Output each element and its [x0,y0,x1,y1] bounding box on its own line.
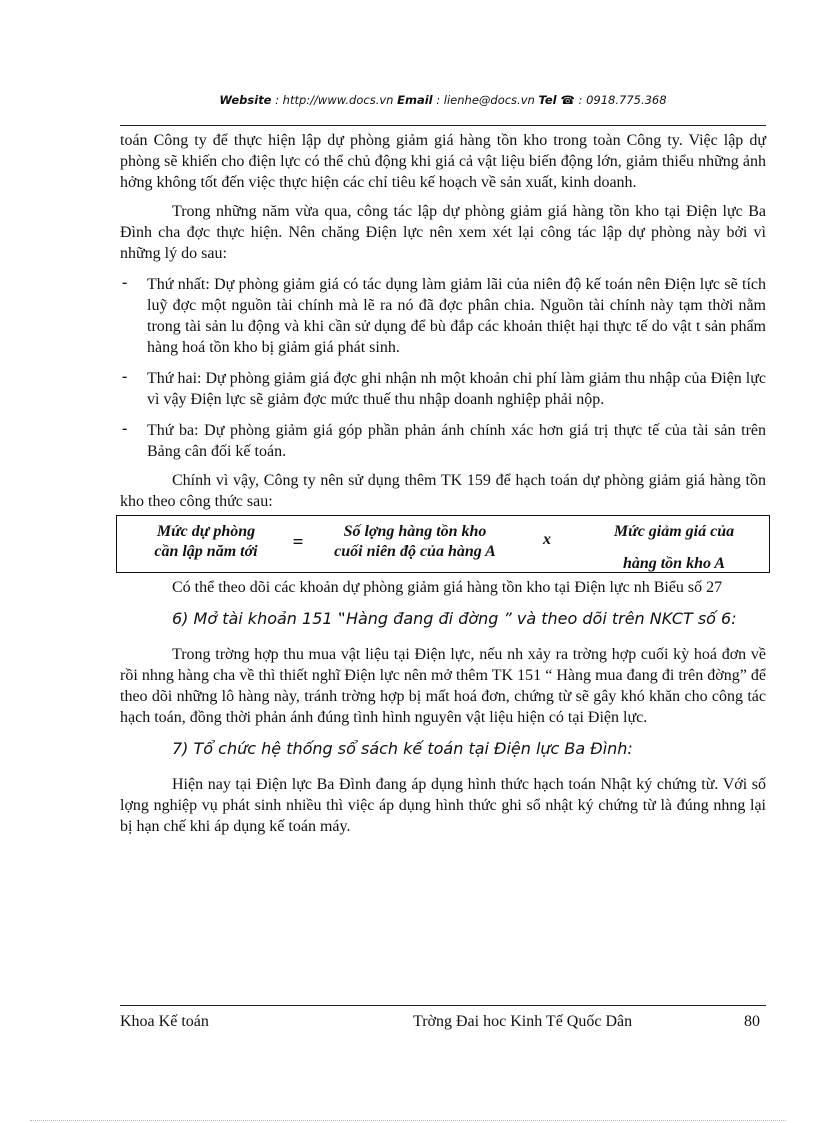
formula-right-line-1: Mức giảm giá của [613,523,735,540]
list-item: - Thứ ba: Dự phòng giảm giá góp phần phản ánh chính xác hơn giá trị thực tế của tài sản trên Bảng cân đối kế toán. [120,420,766,462]
section-heading-6: 6) Mở tài khoản 151 ‟Hàng đang đi đờng ” và theo dõi trên NKCT số 6: [172,609,737,628]
paragraph-5: Trong trờng hợp thu mua vật liệu tại Điện lực, nếu nh xảy ra trờng hợp cuối kỳ hoá đơn về rồi nhng hàng cha về thì thiết nghĩ Điện lực nên mở thêm TK 151 “ Hàng mua đang đi trên đờng” để theo dõi những lô hàng này, tránh trờng hợp bị mất hoá đơn, chứng từ sẽ gây khó khăn cho công tác hạch toán, đồng thời phản ánh đúng tình hình nguyên vật liệu hiện có tại Điện lực. [120,646,766,726]
formula-right [585,522,763,574]
page-header [120,93,766,107]
page-number: 80 [744,1013,760,1030]
tel-value: : 0918.775.368 [574,93,667,107]
footer-rule [120,1005,766,1006]
formula-left-line-2: cần lập năm tới [154,543,258,560]
paragraph-3: Chính vì vậy, Công ty nên sử dụng thêm TK 159 để hạch toán dự phòng giảm giá hàng tồn kho theo công thức sau: [120,472,766,510]
section-heading-7: 7) Tổ chức hệ thống sổ sách kế toán tại Điện lực Ba Đình: [172,739,633,758]
formula-middle [317,522,513,562]
formula-box [116,515,770,573]
formula-times: x [543,531,551,548]
footer-university: Trờng Đai hoc Kinh Tế Quốc Dân [413,1013,633,1030]
list-item: - Thứ nhất: Dự phòng giảm giá có tác dụng làm giảm lãi của niên độ kế toán nên Điện lực sẽ tích luỹ đợc một nguồn tài chính mà lẽ ra nó đã đợc phân chia. Nguồn tài chính này tạm thời nằm trong tài sản lu động và khi cần sử dụng để bù đắp các khoản thiệt hại thực tế do vật t sản phẩm hàng hoá tồn kho bị giảm giá phát sinh. [120,274,766,358]
formula-mid-line-2: cuối niên độ của hàng A [334,543,496,560]
website-value: : http://www.docs.vn [271,93,398,107]
formula-left [131,522,281,562]
page-body [120,130,766,837]
formula-left-line-1: Mức dự phòng [156,523,256,540]
header-rule [120,125,766,126]
paragraph-6: Hiện nay tại Điện lực Ba Đình đang áp dụng hình thức hạch toán Nhật ký chứng từ. Với số lợng nghiệp vụ phát sinh nhiều thì việc áp dụng hình thức ghi sổ nhật ký chứng từ là đúng nhng lại bị hạn chế khi áp dụng kế toán máy. [120,776,766,835]
paragraph-4: Có thể theo dõi các khoản dự phòng giảm giá hàng tồn kho tại Điện lực nh Biểu số 27 [172,579,723,596]
formula-equals: = [292,532,304,553]
paragraph-1: toán Công ty để thực hiện lập dự phòng giảm giá hàng tồn kho trong toàn Công ty. Việc lập dự phòng sẽ khiến cho điện lực có thể chủ động khi giá cả vật liệu biến động lớn, giảm thiểu những ảnh hởng không tốt đến việc thực hiện các chỉ tiêu kế hoạch về sản xuất, kinh doanh. [120,132,766,191]
formula-mid-line-1: Số lợng hàng tồn kho [343,523,487,540]
list-item: - Thứ hai: Dự phòng giảm giá đợc ghi nhận nh một khoản chi phí làm giảm thu nhập của Điện lực vì vậy Điện lực sẽ giảm đợc mức thuế thu nhập doanh nghiệp phải nộp. [120,368,766,410]
website-label: Website [219,93,272,107]
reasons-list [120,274,766,462]
formula-right-line-2: hàng tồn kho A [622,555,726,572]
page-edge-divider [30,1120,786,1121]
email-value: : lienhe@docs.vn [432,93,539,107]
paragraph-2: Trong những năm vừa qua, công tác lập dự phòng giảm giá hàng tồn kho tại Điện lực Ba Đình cha đợc thực hiện. Nên chăng Điện lực nên xem xét lại công tác lập dự phòng này bởi vì những lý do sau: [120,203,766,262]
email-label: Email [397,93,433,107]
footer-faculty: Khoa Kế toán [120,1013,209,1030]
tel-label: Tel ☎ [538,93,575,107]
